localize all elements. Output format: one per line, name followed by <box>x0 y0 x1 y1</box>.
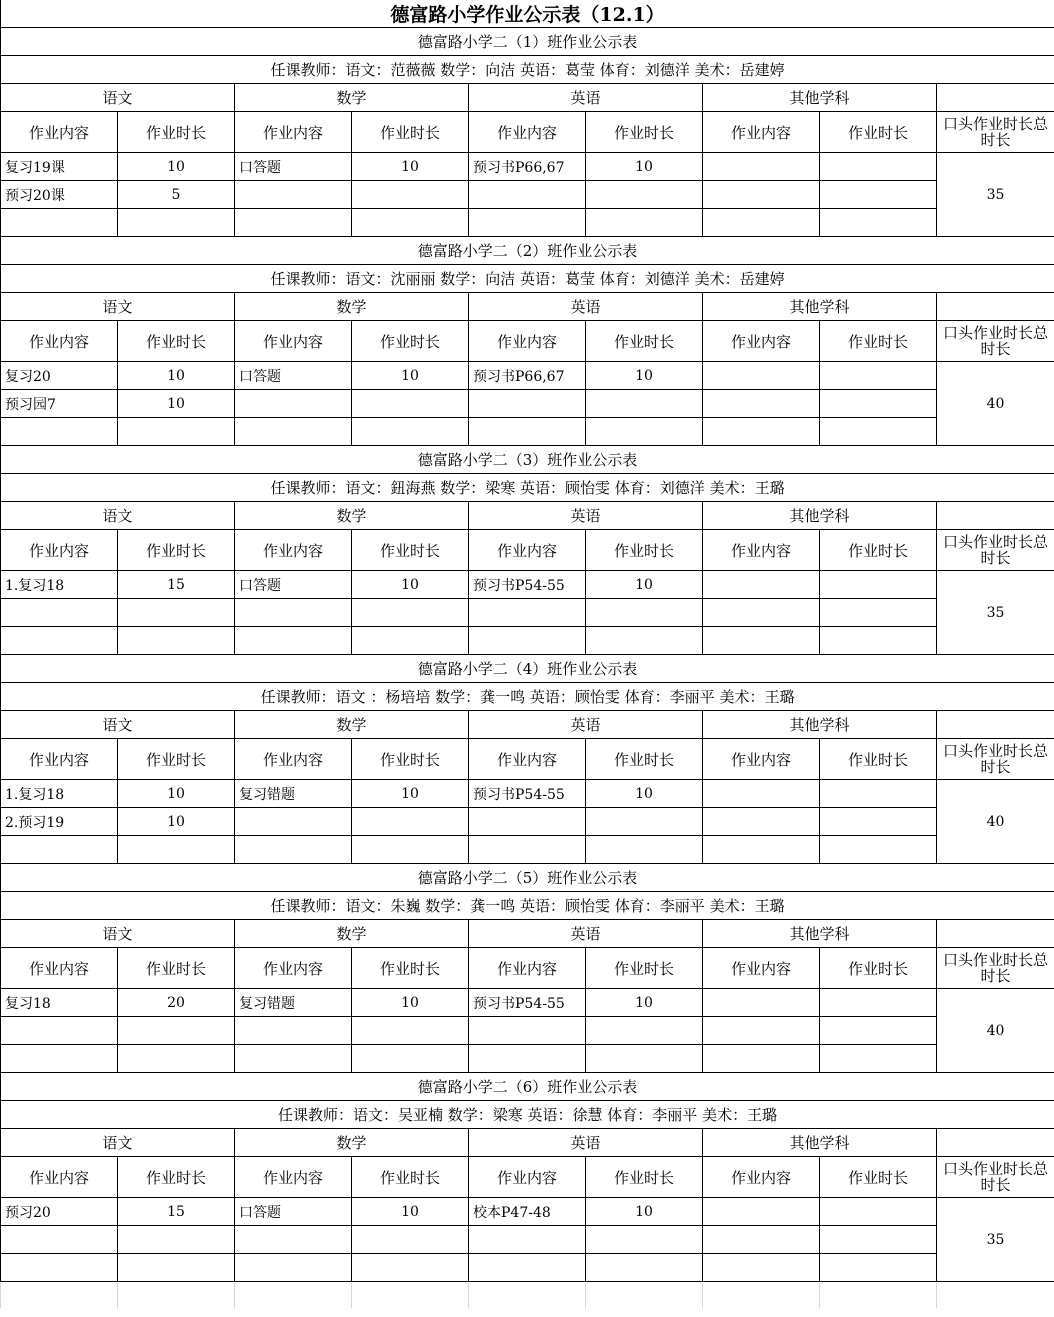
duration-cell <box>820 1226 937 1254</box>
duration-header: 作业时长 <box>352 321 469 362</box>
subject-header: 其他学科 <box>703 293 937 321</box>
table-row <box>1 836 1054 864</box>
subject-header: 语文 <box>1 1129 235 1157</box>
blank-cell <box>118 1282 235 1309</box>
content-cell: 复习18 <box>1 989 118 1017</box>
content-header: 作业内容 <box>1 1157 118 1198</box>
duration-cell <box>820 808 937 836</box>
duration-header: 作业时长 <box>352 1157 469 1198</box>
duration-cell <box>820 390 937 418</box>
duration-cell: 10 <box>118 390 235 418</box>
duration-header: 作业时长 <box>586 530 703 571</box>
content-header: 作业内容 <box>469 321 586 362</box>
content-cell <box>235 1045 352 1073</box>
content-cell: 复习错题 <box>235 780 352 808</box>
duration-cell <box>586 627 703 655</box>
content-cell <box>469 836 586 864</box>
duration-cell: 10 <box>118 780 235 808</box>
content-cell <box>703 1254 820 1282</box>
blank-cell <box>937 1129 1054 1157</box>
table-row <box>1 989 1054 1017</box>
class-title: 德富路小学二（1）班作业公示表 <box>1 28 1054 56</box>
oral-total-header: 口头作业时长总时长 <box>937 948 1054 989</box>
content-cell <box>1 1254 118 1282</box>
content-cell <box>469 1226 586 1254</box>
content-cell: 预习20 <box>1 1198 118 1226</box>
duration-cell: 10 <box>352 571 469 599</box>
table-row <box>1 780 1054 808</box>
table-row <box>1 1254 1054 1282</box>
duration-cell <box>586 181 703 209</box>
table-row <box>1 153 1054 181</box>
duration-cell <box>820 1017 937 1045</box>
duration-cell <box>118 599 235 627</box>
duration-header: 作业时长 <box>118 1157 235 1198</box>
class-title: 德富路小学二（3）班作业公示表 <box>1 446 1054 474</box>
duration-cell <box>586 836 703 864</box>
content-cell: 预习书P54-55 <box>469 989 586 1017</box>
content-cell <box>703 362 820 390</box>
content-cell <box>1 418 118 446</box>
content-cell: 预习书P66,67 <box>469 153 586 181</box>
subject-header: 数学 <box>235 1129 469 1157</box>
table-row <box>1 362 1054 390</box>
content-cell: 复习20 <box>1 362 118 390</box>
subject-header: 英语 <box>469 920 703 948</box>
content-header: 作业内容 <box>235 530 352 571</box>
duration-header: 作业时长 <box>352 948 469 989</box>
content-cell <box>703 571 820 599</box>
content-header: 作业内容 <box>469 948 586 989</box>
duration-cell <box>586 1254 703 1282</box>
content-header: 作业内容 <box>1 321 118 362</box>
duration-header: 作业时长 <box>820 112 937 153</box>
duration-cell <box>352 1254 469 1282</box>
content-header: 作业内容 <box>235 112 352 153</box>
duration-cell <box>352 418 469 446</box>
content-cell <box>469 1254 586 1282</box>
duration-header: 作业时长 <box>118 530 235 571</box>
duration-cell: 10 <box>586 989 703 1017</box>
duration-cell <box>820 153 937 181</box>
subject-header: 英语 <box>469 293 703 321</box>
oral-total-header: 口头作业时长总时长 <box>937 112 1054 153</box>
duration-cell: 15 <box>118 571 235 599</box>
duration-cell <box>820 418 937 446</box>
duration-cell <box>586 390 703 418</box>
content-cell: 1.复习18 <box>1 780 118 808</box>
duration-cell: 10 <box>586 571 703 599</box>
blank-cell <box>820 1282 937 1309</box>
duration-header: 作业时长 <box>820 530 937 571</box>
duration-cell: 10 <box>586 362 703 390</box>
content-cell <box>703 627 820 655</box>
teachers-line: 任课教师：语文 ：杨培培 数学：龚一鸣 英语：顾怡雯 体育：李丽平 美术：王璐 <box>1 683 1054 711</box>
content-cell <box>235 599 352 627</box>
subject-header: 数学 <box>235 920 469 948</box>
duration-cell <box>352 181 469 209</box>
content-header: 作业内容 <box>469 739 586 780</box>
content-cell: 1.复习18 <box>1 571 118 599</box>
content-cell <box>703 153 820 181</box>
content-cell: 预习园7 <box>1 390 118 418</box>
duration-header: 作业时长 <box>118 948 235 989</box>
duration-cell <box>586 209 703 237</box>
duration-cell: 10 <box>118 808 235 836</box>
page-title: 德富路小学作业公示表（12.1） <box>1 0 1054 28</box>
oral-total-cell: 35 <box>937 571 1054 655</box>
duration-cell <box>352 390 469 418</box>
blank-cell <box>937 84 1054 112</box>
duration-cell <box>820 1198 937 1226</box>
blank-cell <box>352 1282 469 1309</box>
duration-cell <box>118 1017 235 1045</box>
table-row <box>1 599 1054 627</box>
content-header: 作业内容 <box>469 1157 586 1198</box>
oral-total-header: 口头作业时长总时长 <box>937 530 1054 571</box>
content-cell: 复习19课 <box>1 153 118 181</box>
content-cell <box>1 1226 118 1254</box>
duration-header: 作业时长 <box>118 739 235 780</box>
content-cell <box>703 780 820 808</box>
blank-cell <box>937 711 1054 739</box>
content-cell: 预习20课 <box>1 181 118 209</box>
content-cell <box>703 808 820 836</box>
duration-cell <box>118 627 235 655</box>
duration-header: 作业时长 <box>118 112 235 153</box>
content-cell: 预习书P66,67 <box>469 362 586 390</box>
duration-cell <box>352 599 469 627</box>
oral-total-header: 口头作业时长总时长 <box>937 739 1054 780</box>
subject-header: 数学 <box>235 711 469 739</box>
duration-cell <box>820 780 937 808</box>
class-title: 德富路小学二（5）班作业公示表 <box>1 864 1054 892</box>
class-title: 德富路小学二（2）班作业公示表 <box>1 237 1054 265</box>
duration-header: 作业时长 <box>820 1157 937 1198</box>
oral-total-cell: 40 <box>937 780 1054 864</box>
content-cell <box>235 209 352 237</box>
content-cell <box>703 989 820 1017</box>
duration-cell: 20 <box>118 989 235 1017</box>
duration-cell <box>586 1045 703 1073</box>
duration-header: 作业时长 <box>820 739 937 780</box>
duration-header: 作业时长 <box>118 321 235 362</box>
content-header: 作业内容 <box>703 739 820 780</box>
oral-total-cell: 40 <box>937 362 1054 446</box>
content-cell <box>235 808 352 836</box>
content-header: 作业内容 <box>235 321 352 362</box>
duration-cell <box>586 1017 703 1045</box>
content-cell <box>703 1017 820 1045</box>
duration-cell <box>586 599 703 627</box>
teachers-line: 任课教师：语文：鈕海燕 数学：梁寒 英语：顾怡雯 体育：刘德洋 美术：王璐 <box>1 474 1054 502</box>
subject-header: 语文 <box>1 502 235 530</box>
teachers-line: 任课教师：语文：朱巍 数学：龚一鸣 英语：顾怡雯 体育：李丽平 美术：王璐 <box>1 892 1054 920</box>
duration-cell: 10 <box>118 362 235 390</box>
content-header: 作业内容 <box>703 530 820 571</box>
content-header: 作业内容 <box>1 112 118 153</box>
teachers-line: 任课教师：语文：范薇薇 数学：向洁 英语：葛莹 体育：刘德洋 美术：岳建婷 <box>1 56 1054 84</box>
subject-header: 其他学科 <box>703 1129 937 1157</box>
content-cell <box>1 1045 118 1073</box>
duration-cell: 10 <box>586 780 703 808</box>
duration-header: 作业时长 <box>352 530 469 571</box>
table-row <box>1 808 1054 836</box>
duration-cell <box>820 362 937 390</box>
content-header: 作业内容 <box>235 739 352 780</box>
content-cell <box>235 181 352 209</box>
subject-header: 语文 <box>1 711 235 739</box>
blank-cell <box>937 293 1054 321</box>
content-cell: 预习书P54-55 <box>469 780 586 808</box>
content-cell <box>703 1198 820 1226</box>
oral-total-cell: 40 <box>937 989 1054 1073</box>
content-header: 作业内容 <box>703 112 820 153</box>
duration-cell <box>118 418 235 446</box>
teachers-line: 任课教师：语文：沈丽丽 数学：向洁 英语：葛莹 体育：刘德洋 美术：岳建婷 <box>1 265 1054 293</box>
duration-cell: 10 <box>352 153 469 181</box>
duration-header: 作业时长 <box>820 321 937 362</box>
duration-cell <box>118 209 235 237</box>
duration-header: 作业时长 <box>352 112 469 153</box>
content-cell <box>703 390 820 418</box>
duration-cell <box>820 989 937 1017</box>
content-cell <box>1 836 118 864</box>
subject-header: 其他学科 <box>703 502 937 530</box>
content-header: 作业内容 <box>1 739 118 780</box>
duration-cell: 10 <box>586 153 703 181</box>
content-cell <box>703 599 820 627</box>
subject-header: 其他学科 <box>703 711 937 739</box>
content-cell <box>703 181 820 209</box>
duration-cell <box>352 627 469 655</box>
content-header: 作业内容 <box>235 948 352 989</box>
duration-cell <box>118 1045 235 1073</box>
content-header: 作业内容 <box>1 530 118 571</box>
blank-cell <box>937 502 1054 530</box>
duration-cell <box>118 836 235 864</box>
content-cell: 口答题 <box>235 1198 352 1226</box>
table-row <box>1 1226 1054 1254</box>
subject-header: 英语 <box>469 84 703 112</box>
content-header: 作业内容 <box>235 1157 352 1198</box>
content-header: 作业内容 <box>469 530 586 571</box>
subject-header: 英语 <box>469 1129 703 1157</box>
content-cell <box>235 1017 352 1045</box>
duration-header: 作业时长 <box>586 948 703 989</box>
duration-cell: 10 <box>352 989 469 1017</box>
duration-cell: 10 <box>352 362 469 390</box>
duration-cell <box>352 1045 469 1073</box>
duration-cell <box>820 627 937 655</box>
subject-header: 数学 <box>235 84 469 112</box>
subject-header: 其他学科 <box>703 920 937 948</box>
subject-header: 语文 <box>1 920 235 948</box>
content-header: 作业内容 <box>703 321 820 362</box>
duration-cell <box>820 599 937 627</box>
blank-cell <box>235 1282 352 1309</box>
duration-cell <box>118 1226 235 1254</box>
content-cell <box>469 1045 586 1073</box>
duration-header: 作业时长 <box>352 739 469 780</box>
oral-total-header: 口头作业时长总时长 <box>937 1157 1054 1198</box>
duration-cell: 10 <box>352 780 469 808</box>
content-cell <box>235 836 352 864</box>
table-row <box>1 1045 1054 1073</box>
subject-header: 语文 <box>1 293 235 321</box>
duration-cell: 10 <box>352 1198 469 1226</box>
subject-header: 数学 <box>235 502 469 530</box>
subject-header: 数学 <box>235 293 469 321</box>
content-header: 作业内容 <box>1 948 118 989</box>
duration-cell <box>352 1017 469 1045</box>
table-row <box>1 1017 1054 1045</box>
blank-cell <box>1 1282 118 1309</box>
content-cell <box>469 1017 586 1045</box>
content-cell <box>1 627 118 655</box>
content-cell <box>703 418 820 446</box>
table-row <box>1 209 1054 237</box>
content-cell: 预习书P54-55 <box>469 571 586 599</box>
teachers-line: 任课教师：语文：吴亚楠 数学：梁寒 英语：徐慧 体育：李丽平 美术：王璐 <box>1 1101 1054 1129</box>
duration-cell: 10 <box>586 1198 703 1226</box>
duration-cell: 10 <box>118 153 235 181</box>
content-cell <box>703 836 820 864</box>
duration-cell <box>820 836 937 864</box>
duration-cell <box>820 571 937 599</box>
duration-cell <box>352 836 469 864</box>
blank-cell <box>586 1282 703 1309</box>
content-cell <box>469 808 586 836</box>
content-cell <box>469 627 586 655</box>
duration-header: 作业时长 <box>586 739 703 780</box>
content-cell: 口答题 <box>235 362 352 390</box>
oral-total-header: 口头作业时长总时长 <box>937 321 1054 362</box>
duration-cell <box>820 181 937 209</box>
content-cell <box>469 181 586 209</box>
duration-header: 作业时长 <box>820 948 937 989</box>
table-row <box>1 181 1054 209</box>
content-header: 作业内容 <box>703 948 820 989</box>
content-cell <box>235 418 352 446</box>
duration-cell <box>820 1045 937 1073</box>
content-cell <box>235 1226 352 1254</box>
duration-cell <box>586 1226 703 1254</box>
duration-header: 作业时长 <box>586 321 703 362</box>
content-cell <box>469 390 586 418</box>
content-cell <box>469 418 586 446</box>
blank-cell <box>937 920 1054 948</box>
subject-header: 英语 <box>469 711 703 739</box>
content-cell <box>235 627 352 655</box>
content-cell <box>469 209 586 237</box>
duration-cell <box>118 1254 235 1282</box>
class-title: 德富路小学二（6）班作业公示表 <box>1 1073 1054 1101</box>
content-cell <box>703 1226 820 1254</box>
duration-header: 作业时长 <box>586 1157 703 1198</box>
duration-cell <box>586 418 703 446</box>
blank-cell <box>937 1282 1054 1309</box>
table-row <box>1 418 1054 446</box>
table-row <box>1 571 1054 599</box>
table-row <box>1 1198 1054 1226</box>
duration-cell <box>352 1226 469 1254</box>
duration-cell <box>820 209 937 237</box>
content-cell: 口答题 <box>235 153 352 181</box>
duration-cell <box>820 1254 937 1282</box>
content-cell <box>469 599 586 627</box>
content-cell <box>235 1254 352 1282</box>
content-cell <box>1 1017 118 1045</box>
oral-total-cell: 35 <box>937 153 1054 237</box>
duration-cell <box>352 808 469 836</box>
duration-cell <box>586 808 703 836</box>
content-cell <box>1 599 118 627</box>
content-cell: 2.预习19 <box>1 808 118 836</box>
duration-cell: 5 <box>118 181 235 209</box>
blank-cell <box>703 1282 820 1309</box>
class-title: 德富路小学二（4）班作业公示表 <box>1 655 1054 683</box>
content-cell <box>703 209 820 237</box>
subject-header: 其他学科 <box>703 84 937 112</box>
content-header: 作业内容 <box>469 112 586 153</box>
content-cell <box>235 390 352 418</box>
blank-cell <box>469 1282 586 1309</box>
duration-cell <box>352 209 469 237</box>
duration-cell: 15 <box>118 1198 235 1226</box>
table-row <box>1 627 1054 655</box>
content-cell: 复习错题 <box>235 989 352 1017</box>
oral-total-cell: 35 <box>937 1198 1054 1282</box>
subject-header: 英语 <box>469 502 703 530</box>
duration-header: 作业时长 <box>586 112 703 153</box>
content-cell <box>1 209 118 237</box>
content-cell: 校本P47-48 <box>469 1198 586 1226</box>
content-header: 作业内容 <box>703 1157 820 1198</box>
content-cell: 口答题 <box>235 571 352 599</box>
content-cell <box>703 1045 820 1073</box>
table-row <box>1 390 1054 418</box>
subject-header: 语文 <box>1 84 235 112</box>
